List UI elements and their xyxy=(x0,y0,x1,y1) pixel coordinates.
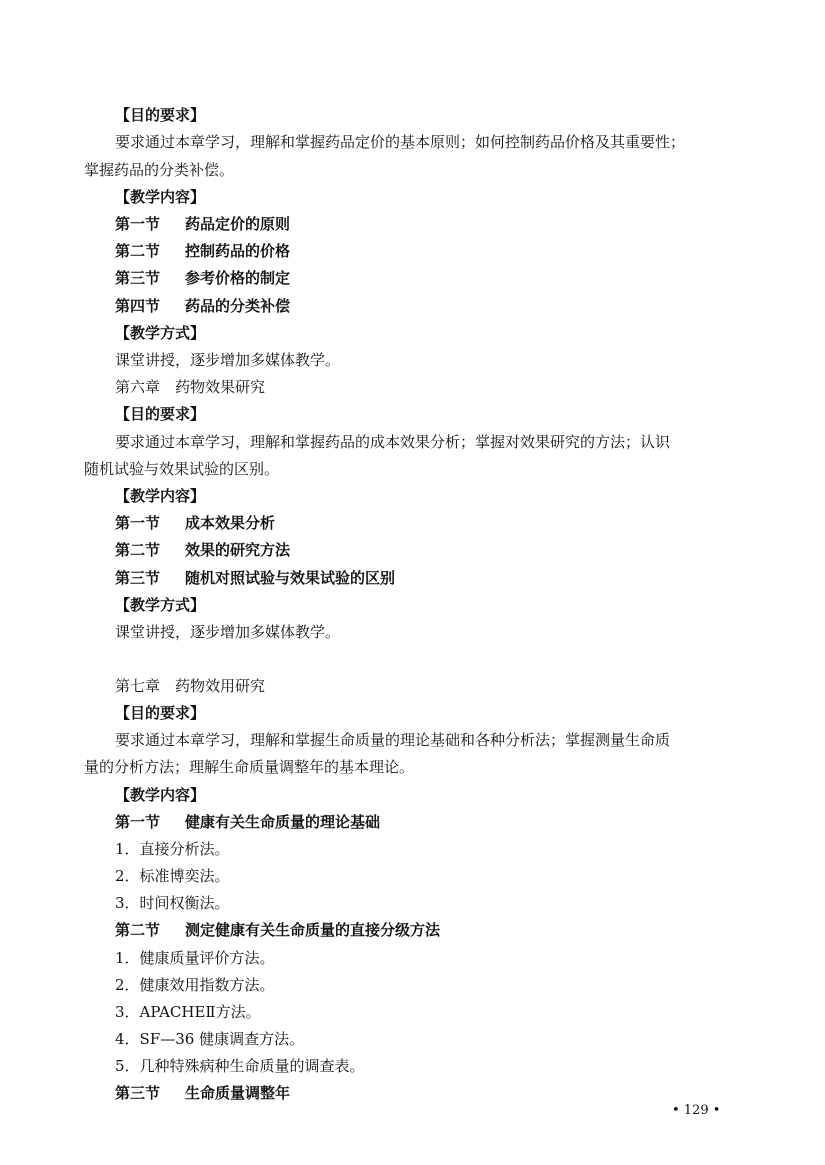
paragraph-line: 随机试验与效果试验的区别。 xyxy=(84,460,280,478)
paragraph-line: 课堂讲授，逐步增加多媒体教学。 xyxy=(115,351,341,369)
paragraph-line: 要求通过本章学习，理解和掌握药品的成本效果分析；掌握对效果研究的方法；认识 xyxy=(115,433,671,451)
method-heading: 【教学方式】 xyxy=(115,324,206,342)
content-heading: 【教学内容】 xyxy=(115,786,206,804)
section-number: 第三节 xyxy=(115,269,161,287)
list-item: 4．SF—36 健康调查方法。 xyxy=(115,1030,305,1048)
section-line xyxy=(115,565,775,591)
paragraph-line: 课堂讲授，逐步增加多媒体教学。 xyxy=(115,623,341,641)
section-title: 参考价格的制定 xyxy=(185,269,291,287)
list-item: 2．健康效用指数方法。 xyxy=(115,976,275,994)
list-item: 3．时间权衡法。 xyxy=(115,894,230,912)
paragraph-line: 量的分析方法；理解生命质量调整年的基本理论。 xyxy=(84,758,415,776)
list-item: 3．APACHEⅡ方法。 xyxy=(115,1003,261,1021)
content-heading: 【教学内容】 xyxy=(115,487,206,505)
paragraph-line: 要求通过本章学习，理解和掌握生命质量的理论基础和各种分析法；掌握测量生命质 xyxy=(115,731,671,749)
objectives-heading: 【目的要求】 xyxy=(115,106,206,124)
section-title: 效果的研究方法 xyxy=(185,541,291,559)
section-line xyxy=(115,293,775,319)
section-title: 随机对照试验与效果试验的区别 xyxy=(185,569,396,587)
section-number: 第三节 xyxy=(115,1084,161,1102)
section-number: 第二节 xyxy=(115,242,161,260)
section-title: 控制药品的价格 xyxy=(185,242,291,260)
section-number: 第一节 xyxy=(115,514,161,532)
list-item: 2．标准博奕法。 xyxy=(115,867,230,885)
chapter-title: 第七章 药物效用研究 xyxy=(115,677,266,695)
section-line xyxy=(115,265,775,291)
section-number: 第三节 xyxy=(115,569,161,587)
section-number: 第四节 xyxy=(115,297,161,315)
section-number: 第二节 xyxy=(115,541,161,559)
section-line xyxy=(115,238,775,264)
section-title: 健康有关生命质量的理论基础 xyxy=(185,813,381,831)
page-number: • 129 • xyxy=(672,1103,721,1118)
section-title: 药品定价的原则 xyxy=(185,215,291,233)
content-heading: 【教学内容】 xyxy=(115,188,206,206)
list-item: 5．几种特殊病种生命质量的调查表。 xyxy=(115,1057,365,1075)
section-number: 第一节 xyxy=(115,215,161,233)
section-title: 测定健康有关生命质量的直接分级方法 xyxy=(185,921,441,939)
section-title: 生命质量调整年 xyxy=(185,1084,291,1102)
section-number: 第二节 xyxy=(115,921,161,939)
list-item: 1．直接分析法。 xyxy=(115,840,230,858)
method-heading: 【教学方式】 xyxy=(115,596,206,614)
section-number: 第一节 xyxy=(115,813,161,831)
objectives-heading: 【目的要求】 xyxy=(115,405,206,423)
section-title: 成本效果分析 xyxy=(185,514,276,532)
section-line xyxy=(115,510,775,536)
paragraph-line: 掌握药品的分类补偿。 xyxy=(84,161,235,179)
section-line xyxy=(115,211,775,237)
list-item: 1．健康质量评价方法。 xyxy=(115,949,275,967)
section-line xyxy=(115,537,775,563)
section-line xyxy=(115,917,775,943)
section-line xyxy=(115,809,775,835)
paragraph-line: 要求通过本章学习，理解和掌握药品定价的基本原则；如何控制药品价格及其重要性； xyxy=(115,133,686,151)
chapter-title: 第六章 药物效果研究 xyxy=(115,378,266,396)
section-title: 药品的分类补偿 xyxy=(185,297,291,315)
objectives-heading: 【目的要求】 xyxy=(115,704,206,722)
